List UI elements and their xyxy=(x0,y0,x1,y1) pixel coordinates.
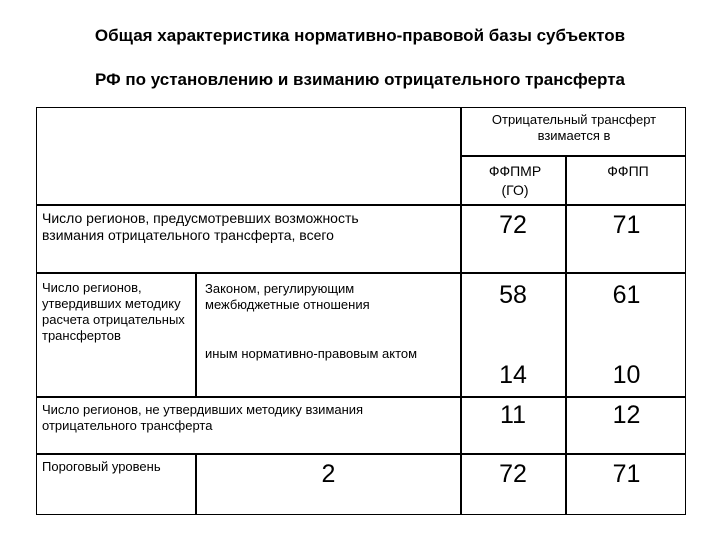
row-sublabel-law: Законом, регулирующим межбюджетные отношения xyxy=(205,281,370,312)
value-threshold-mid: 2 xyxy=(321,460,336,488)
data-table xyxy=(36,107,686,515)
header-col-ffpmr: ФФПМР (ГО) xyxy=(488,163,542,198)
value-not-approved-ffpmr: 11 xyxy=(500,401,526,429)
value-threshold-ffpp: 71 xyxy=(612,460,641,488)
value-law-ffpmr: 58 xyxy=(499,281,527,309)
value-threshold-ffpmr: 72 xyxy=(499,460,527,488)
row-divider-3 xyxy=(37,453,686,455)
value-other-act-ffpp: 10 xyxy=(612,361,641,389)
value-total-ffpmr: 72 xyxy=(499,211,527,239)
value-total-ffpp: 71 xyxy=(612,211,641,239)
row-divider-group xyxy=(460,155,686,157)
row-divider-header xyxy=(37,204,686,206)
value-not-approved-ffpp: 12 xyxy=(612,401,641,429)
slide-title-line-2: РФ по установлению и взиманию отрицательного трансферта xyxy=(95,70,625,89)
header-col-ffpp: ФФПП xyxy=(607,163,649,179)
row-sublabel-other-act: иным нормативно-правовым актом xyxy=(205,346,418,361)
row-label-not-approved: Число регионов, не утвердивших методику взимания отрицательного трансферта xyxy=(42,402,364,433)
row-label-approved: Число регионов, утвердивших методику расчета отрицательных трансфертов xyxy=(42,280,185,343)
header-group-label: Отрицательный трансферт взимается в xyxy=(491,112,657,143)
value-other-act-ffpmr: 14 xyxy=(499,361,527,389)
row-divider-1 xyxy=(37,272,686,274)
value-law-ffpp: 61 xyxy=(612,281,641,309)
col-divider-sub xyxy=(195,272,197,396)
row-label-total: Число регионов, предусмотревших возможность взимания отрицательного трансферта, всего xyxy=(42,210,359,243)
slide-title-line-1: Общая характеристика нормативно-правовой базы субъектов xyxy=(94,26,626,45)
row-divider-2 xyxy=(37,396,686,398)
row-label-threshold: Пороговый уровень xyxy=(42,459,161,474)
